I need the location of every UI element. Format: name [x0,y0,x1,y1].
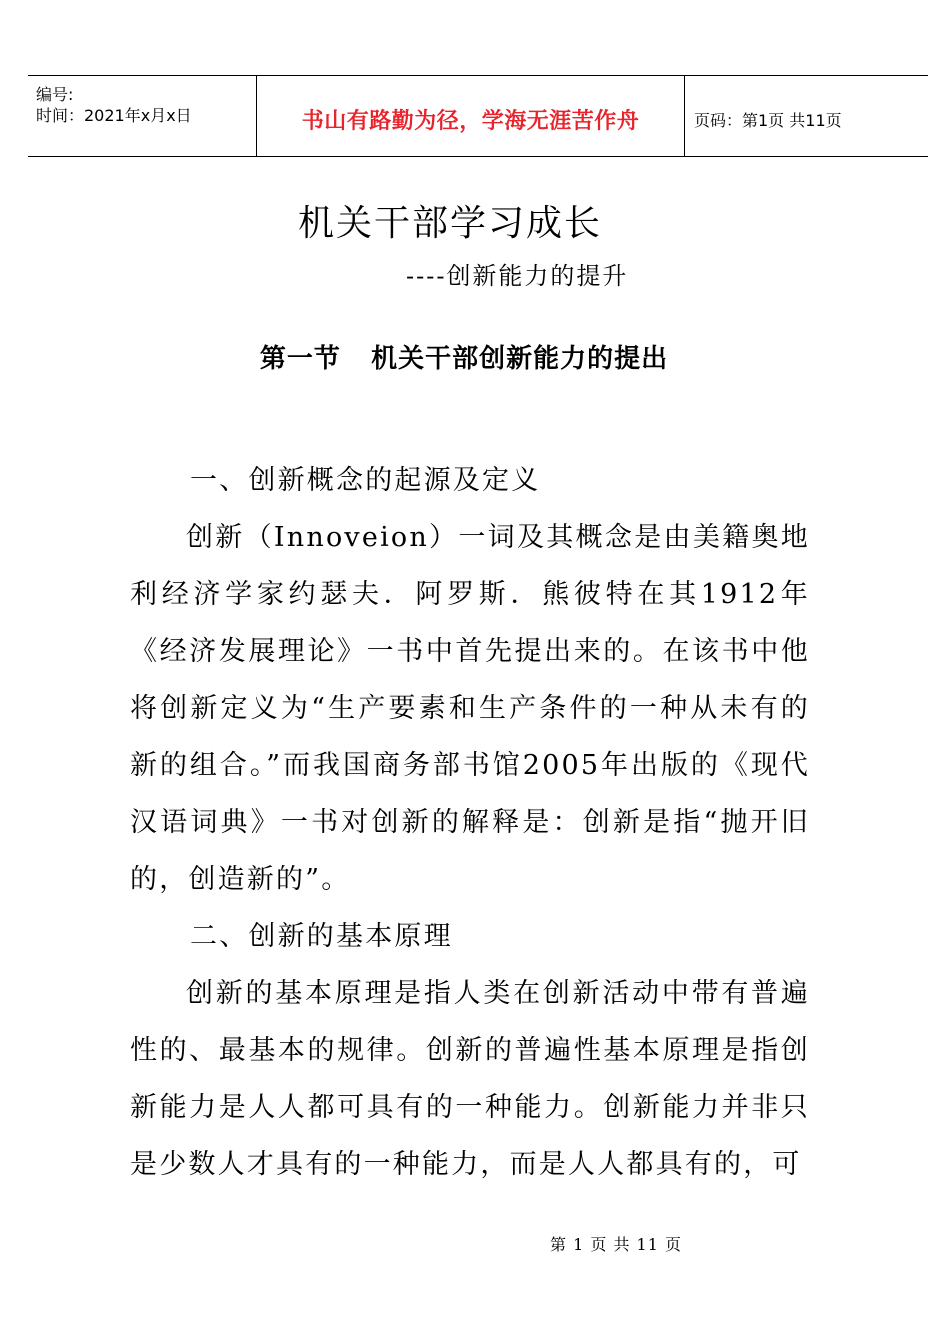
paragraph-origin-definition: 创新（Innoveion）一词及其概念是由美籍奥地利经济学家约瑟夫．阿罗斯．熊彼特在其1912年《经济发展理论》一书中首先提出来的。在该书中他将创新定义为“生产要素和生产条件的一种从未有的新的组合。”而我国商务部书馆2005年出版的《现代汉语词典》一书对创新的解释是：创新是指“抛开旧的，创造新的”。 [130,522,810,895]
header-page-cell [684,76,928,156]
document-subtitle: ----创新能力的提升 [406,262,629,290]
document-body [130,452,810,1193]
document-title: 机关干部学习成长 [297,203,602,244]
heading-origin-definition: 一、创新概念的起源及定义 [190,465,541,496]
page-footer: 第 1 页 共 11 页 [550,1235,682,1254]
header-motto: 书山有路勤为径，学海无涯苦作舟 [301,109,640,134]
section-title: 第一节 机关干部创新能力的提出 [259,344,669,374]
heading-basic-principle: 二、创新的基本原理 [190,921,453,952]
header-table [28,75,928,157]
document-time-label: 时间：2021年x月x日 [36,106,192,125]
header-page-label: 页码：第1页 共11页 [694,111,842,130]
header-meta-cell [28,76,256,156]
paragraph-basic-principle: 创新的基本原理是指人类在创新活动中带有普遍性的、最基本的规律。创新的普遍性基本原理是指创新能力是人人都可具有的一种能力。创新能力并非只是少数人才具有的一种能力，而是人人都具有的，可 [130,978,810,1180]
document-number-label: 编号: [36,85,74,104]
header-motto-cell [256,76,685,156]
